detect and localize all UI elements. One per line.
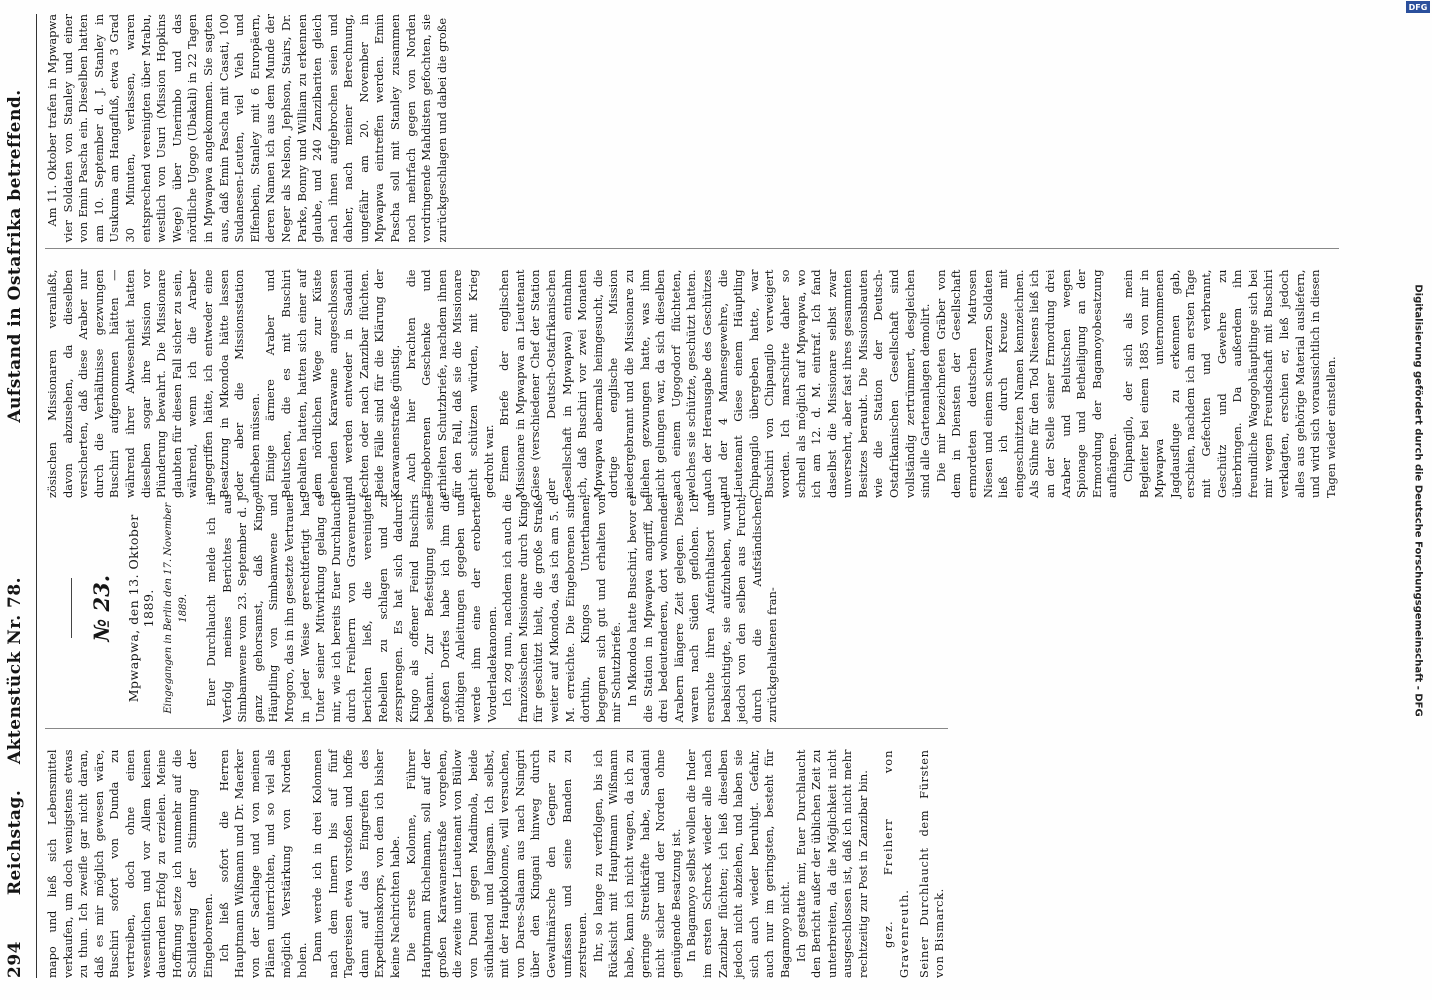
paragraph: Die mir bezeichneten Gräber von dem in Diensten der Gesellschaft ermordeten deutschen Matrosen Niesen und einem schwarzen Soldaten ließ ich durch Kreuze mit eingeschnitzten Namen kennzeichnen. Als Sühne für den Tod Niesens ließ ich an der Stelle seiner Ermordung drei Araber und Belutschen wegen Spionage und Betheiligung an der Ermordung der Bagamoyobesatzung aufhängen.: [933, 269, 1120, 498]
running-head-aktenstueck: Aktenstück Nr. 78.: [5, 576, 25, 765]
digitization-note: Digitalisierung gefördert durch die Deutsche Forschungsgemeinschaft - DFG: [1412, 283, 1424, 717]
running-head-title: Aufstand in Ostafrika betreffend.: [5, 89, 25, 423]
left-running-head: [0, 494, 37, 978]
paragraph: Chipangilo, der sich als mein Begleiter bei einem 1885 von mir in Mpwapwa unternommenen Jagdausfluge zu erkennen gab, erschien, nachdem ich am ersten Tage mit Gefechten und verbrannt, Geschütz und Gewehre zu überbringen. Da außerdem ihn freundliche Wagogohäuptlinge sich bei mir wegen Freundschaft mit Buschiri verklagten, erschien er, ließ jedoch alles aus gehörige Material ausliefern, und wird sich voraussichtlich in diesen Tagen wieder einstellen.: [1120, 269, 1338, 498]
paragraph: Ihr, so lange zu verfolgen, bis ich Rücksicht mit Hauptmann Wißmann habe, kann ich nicht wagen, da ich zu geringe Streitkräfte habe, Saadani nicht sicher und der Norden ohne genügende Besatzung ist.: [590, 749, 683, 978]
paragraph: Die erste Kolonne, Führer Hauptmann Richelmann, soll auf der großen Karawanenstraße vorgehen, die zweite unter Lieutenant von Bülow von Dueni gegen Madimola, beide südhaltend und langsam. Ich selbst, mit der Hauptkolonne, will versuchen, von Dares-Salaam aus nach Nsingiri über den Kingani hinweg durch Gewaltmärsche den Gegner zu umfassen und seine Banden zu zerstreuen.: [403, 749, 590, 978]
place-date: Mpwapwa, den 13. Oktober 1889.: [125, 514, 157, 703]
right-page-column-1: [45, 270, 1339, 499]
right-running-head: [0, 14, 37, 498]
left-page-column-2: [45, 494, 948, 730]
right-page: [0, 14, 1338, 498]
paragraph: Ich gestatte mir, Euer Durchlaucht den Bericht außer der üblichen Zeit zu unterbreiten, da die Möglichkeit nicht ausgeschlossen ist, daß ich nicht mehr rechtzeitig zur Post in Zanzibar bin.: [793, 749, 870, 978]
paragraph: Ich ließ sofort die Herren Hauptmann Wißmann und Dr. Maerker von der Sachlage und von meinen Plänen unterrichten, und so viel als möglich Verstärkung von Norden holen.: [216, 749, 309, 978]
separator-rule: [71, 578, 72, 638]
addressee: Seiner Durchlaucht dem Fürsten von Bismarck.: [916, 749, 947, 978]
paragraph: mapo und ließ sich Lebensmittel verkaufen, um doch wenigstens etwas zu thun. Ich zweifle gar nicht daran, daß es mir möglich gewesen wäre, Buschiri sofort von Dunda zu vertreiben, doch ohne einen wesentlichen und vor Allem keinen dauernden Erfolg zu erzielen. Meine Hoffnung setze ich nunmehr auf die Schilderung der Stimmung der Eingeborenen.: [45, 749, 215, 978]
page-number: 294: [5, 941, 25, 978]
dfg-logo: DFG: [1406, 1, 1430, 13]
paragraph: In Bagamoyo selbst wollen die Inder im ersten Schreck wieder alle nach Zanzibar flüchten; ich ließ dieselben jedoch nicht abziehen, und haben sie sich auch wieder beruhigt. Gefahr, auch nur im geringsten, besteht für Bagamoyo nicht.: [684, 749, 792, 978]
right-page-column-2: [45, 14, 1339, 250]
document-number: № 23.: [89, 574, 114, 642]
running-head-reichstag: Reichstag.: [5, 789, 25, 896]
paragraph: Einem Briefe der englischen Missionare in Mpwapwa an Lieutenant Giese (verschiedener Chef der Station der Deutsch-Ostafrikanischen Gesellschaft in Mpwapwa) entnahm ich, daß Buschiri vor zwei Monaten Mpwapwa abermals heimgesucht, die dortige englische Mission niedergebrannt und die Missionare zu fliehen gezwungen hatte, was ihm nicht gelungen war, da sich dieselben nach einem Ugogodorf flüchteten, welches sie schützte, geschützt hatten. Auch der Herausgabe des Geschützes und der 4 Mannesgewehre, die Lieutenant Giese einem Häuptling Chipangilo übergeben hatte, war Buschiri von Chipangilo verweigert worden. Ich marschirte daher so schnell als möglich auf Mpwapwa, wo ich am 12. d. M. eintraf. Ich fand daselbst die Missionare selbst zwar unversehrt, aber fast ihres gesammten Besitzes beraubt. Die Missionsbauten wie die Station der Deutsch-Ostafrikanischen Gesellschaft sind vollständig zertrümmert, desgleichen sind alle Gartenanlagen demolirt.: [497, 269, 933, 498]
paragraph: Euer Durchlaucht melde ich in Verfolg meines Berichtes aus Simbamwene vom 23. September d. J. ganz gehorsamst, daß Kingo, Häuptling von Simbamwene und Mrogoro, das in ihn gesetzte Vertrauen in jeder Weise gerechtfertigt hat. Unter seiner Mitwirkung gelang es mir, wie ich bereits Euer Durchlaucht durch Freiherrn von Gravenreuth berichten ließ, die vereinigten Rebellen zu schlagen und zu zersprengen. Es hat sich dadurch Kingo als offener Feind Buschiris bekannt. Zur Befestigung seines großen Dorfes habe ich ihm die nöthigen Anleitungen gegeben und werde ihm eine der eroberten Vorderladekanonen.: [203, 494, 499, 723]
paragraph: Ich zog nun, nachdem ich auch die französischen Missionare durch Kingo für geschützt hielt, die große Straße weiter auf Mkondoa, das ich am 5. d. M. erreichte. Die Eingeborenen sind dorthin, Kingos Unterthanen, begegnen sich gut und erhalten von mir Schutzbriefe.: [500, 494, 624, 723]
paragraph: Dann werde ich in drei Kolonnen nach dem Innern bis auf fünf Tagereisen etwa vorstoßen und hoffe dann auf das Eingreifen des Expeditionskorps, von dem ich bisher keine Nachrichten habe.: [310, 749, 403, 978]
left-page: [0, 494, 1000, 978]
paragraph: Am 11. Oktober trafen in Mpwapwa vier Soldaten von Stanley und einer von Emin Pascha ein. Dieselben hatten am 10. September d. J. Stanley in Usukuma am Hangafluß, etwa 3 Grad 30 Minuten, verlassen, waren entsprechend vereinigten über Mrabu, westlich von Usuri (Mission Hopkins Wege) über Unerimbo und das nördliche Ugogo (Ubakali) in 22 Tagen in Mpwapwa angekommen. Sie sagten aus, daß Emin Pascha mit Casati, 100 Sudanesen-Leuten, viel Vieh und Elfenbein, Stanley mit 6 Europäern, deren Namen ich aus dem Munde der Neger als Nelson, Jephson, Stairs, Dr. Parke, Bonny und William zu erkennen glaube, und 240 Zanzibariten gleich nach ihnen aufgebrochen seien und daher, nach meiner Berechnung, ungefähr am 20. November in Mpwapwa eintreffen werden. Emin Pascha soll mit Stanley zusammen noch mehrfach gegen von Norden vordringende Mahdisten gefochten, sie zurückgeschlagen und dabei die große: [45, 14, 449, 243]
digitization-sidebar: [1406, 0, 1430, 1000]
running-head-center: [5, 576, 25, 896]
paragraph: zösischen Missionaren veranlaßt, davon abzusehen, da dieselben versicherten, daß diese Araber nur durch die Verhältnisse gezwungen Buschiri aufgenommen hätten — während ihrer Abwesenheit hatten dieselben sogar ihre Mission vor Plünderung bewahrt. Die Missionare glaubten für diesen Fall sicher zu sein, während, wenn ich die Araber angegriffen hätte, ich entweder eine Besatzung in Mkondoa hätte lassen oder aber die Missionsstation aufheben müssen.: [45, 269, 262, 498]
left-page-column-1: [45, 750, 948, 979]
paragraph: In Mkondoa hatte Buschiri, bevor er die Station in Mpwapwa angriff, bei drei bedeutenderen, dort wohnenden Arabern längere Zeit gelegen. Diese waren nach Süden geflohen. Ich ersuchte ihren Aufenthaltsort und beabsichtigte, sie aufzuheben, wurde jedoch von den selben aus Furcht, durch die Aufständischen, zurückgehaltenen fran-: [625, 494, 780, 723]
signature: gez. Freiherr von Gravenreuth.: [881, 749, 912, 978]
paragraph: Auch hier brachten die Eingeborenen Geschenke und erhielten Schutzbriefe, nachdem ihnen für den Fall, daß sie die Missionare nicht schützen würden, mit Krieg gedroht war.: [403, 269, 496, 498]
received-note: Eingegangen in Berlin den 17. November 1889.: [162, 502, 190, 714]
paragraph: Einige ärmere Araber und Belutschen, die es mit Buschiri gehalten hatten, hatten sich einer auf dem nördlichen Wege zur Küste gehenden Karawane angeschlossen und werden entweder in Saadani fechten oder nach Zanzibar flüchten. Beide Fälle sind für die Klärung der Karawanenstraße günstig.: [263, 269, 403, 498]
